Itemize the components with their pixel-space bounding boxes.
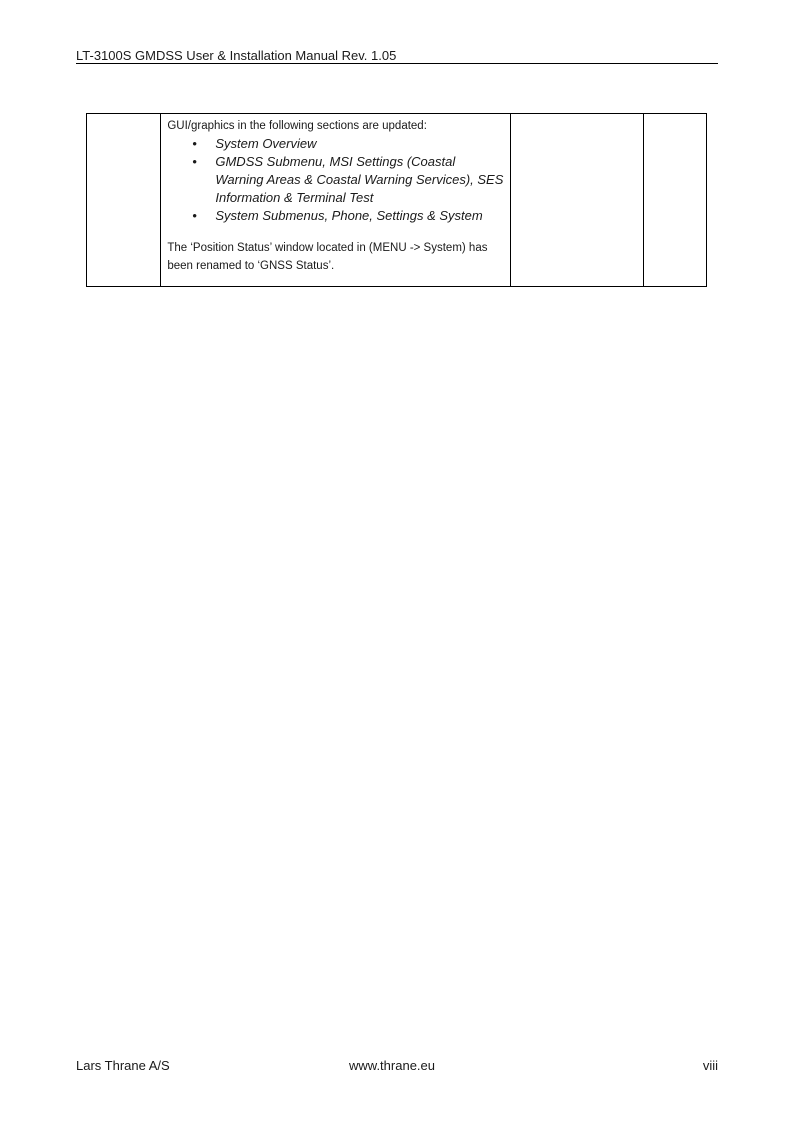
- page-number: viii: [702, 1058, 718, 1073]
- description-cell: [161, 114, 511, 287]
- revision-table: [86, 113, 707, 287]
- document-title: LT-3100S GMDSS User & Installation Manual Rev. 1.05: [76, 48, 397, 63]
- revision-cell: [87, 114, 161, 287]
- company-name: Lars Thrane A/S: [76, 1058, 170, 1073]
- bullet-icon: •: [192, 154, 197, 169]
- bullet-icon: •: [192, 208, 197, 223]
- table-row: [87, 114, 707, 287]
- description-intro: GUI/graphics in the following sections are updated:: [167, 120, 427, 132]
- list-item: [167, 135, 505, 153]
- list-item-text: System Submenus, Phone, Settings & System: [215, 208, 483, 223]
- list-item: [167, 153, 505, 207]
- bullet-icon: •: [192, 136, 197, 151]
- page-header: [76, 48, 718, 64]
- list-item: [167, 207, 505, 225]
- author-cell: [643, 114, 706, 287]
- updated-sections-list: [167, 135, 505, 225]
- website-link[interactable]: www.thrane.eu: [349, 1058, 435, 1073]
- list-item-text: System Overview: [215, 136, 317, 151]
- description-note: The ‘Position Status’ window located in (MENU -> System) has been renamed to ‘GNSS Status’.: [167, 242, 488, 272]
- list-item-text: GMDSS Submenu, MSI Settings (Coastal Warning Areas & Coastal Warning Services), SES Information & Terminal Test: [215, 154, 504, 205]
- date-cell: [511, 114, 644, 287]
